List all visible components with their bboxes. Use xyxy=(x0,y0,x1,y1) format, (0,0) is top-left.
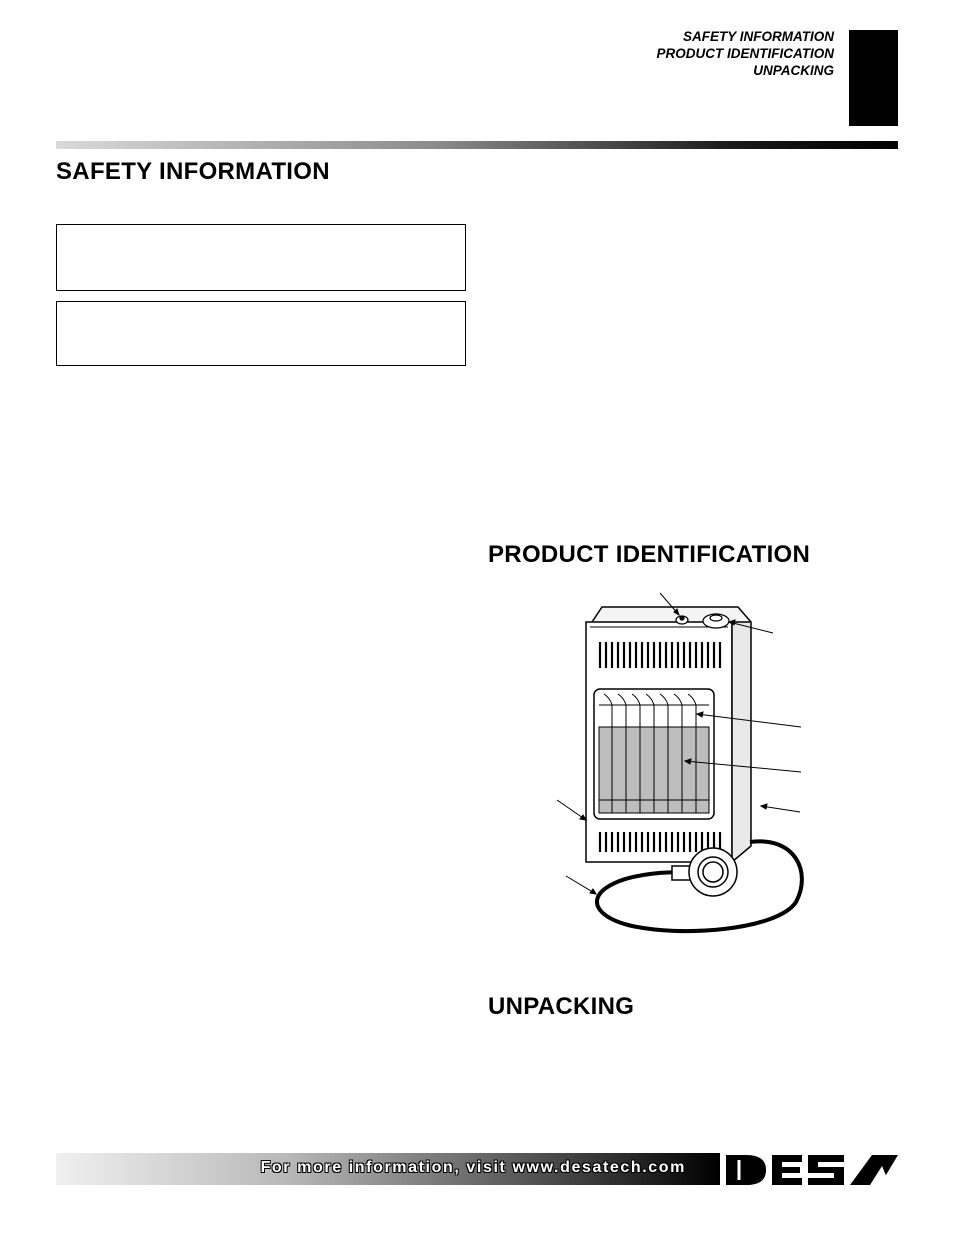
warning-box xyxy=(56,224,466,291)
nav-unpacking: UNPACKING xyxy=(753,63,834,78)
nav-product-identification: PRODUCT IDENTIFICATION xyxy=(656,46,834,61)
safety-information-title: SAFETY INFORMATION xyxy=(56,158,330,185)
top-grille xyxy=(600,642,720,668)
header-section-nav xyxy=(657,28,835,79)
footer-bar xyxy=(56,1153,720,1185)
heater-illustration xyxy=(548,585,810,940)
section-tab-marker xyxy=(849,30,898,126)
burner-window xyxy=(594,689,714,819)
nav-safety-information: SAFETY INFORMATION xyxy=(683,29,834,44)
unpacking-title: UNPACKING xyxy=(488,993,635,1020)
header-rule xyxy=(56,141,898,149)
product-identification-title: PRODUCT IDENTIFICATION xyxy=(488,541,811,568)
desa-logo xyxy=(722,1152,900,1188)
caution-box xyxy=(56,301,466,366)
footer-website-text: For more information, visit www.desatech.com xyxy=(260,1159,686,1176)
bottom-grille xyxy=(600,832,720,852)
